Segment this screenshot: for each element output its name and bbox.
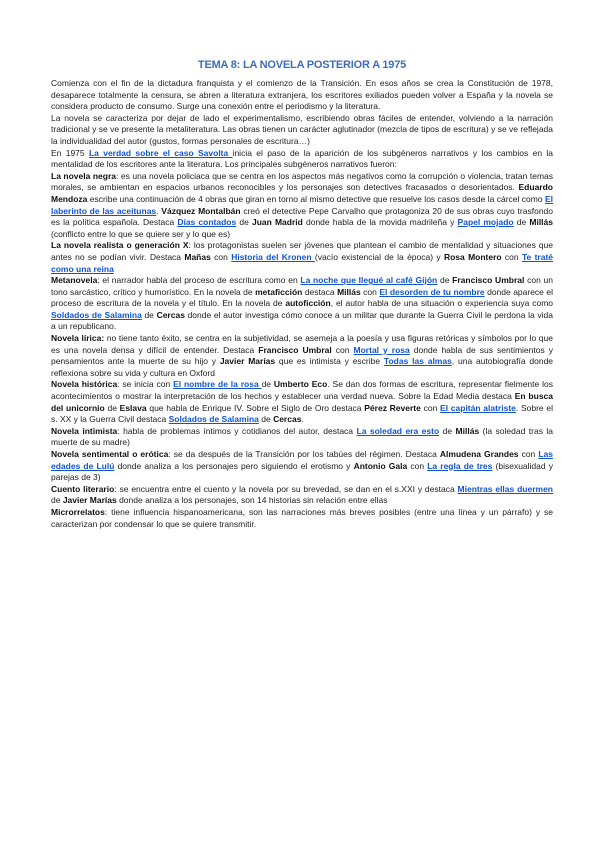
microrrelatos-paragraph: Microrrelatos: tiene influencia hispanoamericana, son las narraciones más breves posibles (entre una línea y un párrafo) y se caracterizan por condensar lo que se quiere transmitir. [51, 506, 553, 529]
link-soldados-de-salamina[interactable]: Soldados de Salamina [51, 309, 142, 320]
novela-lirica-paragraph: Novela lírica: no tiene tanto éxito, se centra en la subjetividad, se asemeja a la poesía y usa figuras retóricas y símbolos por lo que es una novela densa y difícil de entender. Destaca Francisco Umbral con Mortal y rosa donde habla de sus sentimientos y pensamientos ante la muerte de su hijo y Javier Marías que es intimista y escribe Todas las almas, una autobiografía donde reflexiona sobre su vida y cultura en Oxford [51, 333, 554, 378]
link-las-edades-de-lulu[interactable]: Las edades de Lulú [51, 449, 553, 471]
novela-realista-paragraph: La novela realista o generación X: los protagonistas suelen ser jóvenes que plantean el cambio de mentalidad y situaciones que antes no se podían vivir. Destaca Mañas con Historia del Kronen (vacío existencial de la época) y Rosa Montero con Te traté como una reina [51, 240, 554, 274]
metanovela-paragraph: Metanovela: el narrador habla del proceso de escritura como en La noche que llegué al café Gijón de Francisco Umbral con un tono sarcástico, crítico y humorístico. En la novela de metaficción destaca Millás con El desorden de tu nombre donde aparece el proceso de escritura de la novela y el título. En la novela de autoficción, el autor habla de una situación o experiencia suya como Soldados de Salamina de Cercas donde el autor investiga cómo conoce a un militar que durante la Guerra Civil le perdona la vida a un republicano. [51, 275, 554, 332]
savolta-paragraph: En 1975 La verdad sobre el caso Savolta inicia el paso de la aparición de los subgéneros narrativos y los cambios en la mentalidad de los escritores ante la literatura. Los principales subgéneros narrativos fueron: [51, 147, 553, 170]
link-la-verdad-sobre-el-caso-savolta[interactable]: La verdad sobre el caso Savolta [88, 147, 233, 158]
link-todas-las-almas[interactable]: Todas las almas [383, 356, 452, 367]
document-content [51, 58, 553, 530]
intro-paragraph: Comienza con el fin de la dictadura franquista y el comienzo de la Transición. En esos años se crea la Constitución de 1978, desaparece totalmente la censura, se abren a literatura extranjera, los escritores exiliados pueden volver a España y la novela se considera producto de consumo. Surge una conexión entre el periodismo y la literatura. [51, 78, 553, 112]
link-historia-del-kronen[interactable]: Historia del Kronen [231, 251, 315, 262]
novela-intimista-paragraph: Novela intimista: habla de problemas íntimos y cotidianos del autor, destaca La soledad era esto de Millás (la soledad tras la muerte de su madre) [51, 425, 554, 448]
link-la-regla-de-tres[interactable]: La regla de tres [427, 460, 493, 471]
characteristics-paragraph: La novela se caracteriza por dejar de lado el experimentalismo, escribiendo obras fáciles de entender, volviendo a la narración tradicional y se ve presente la metaliteratura. Las obras tienen un carácter aglutinador (mezcla de tipos de escritura) y se ve reflejada la individualidad del autor (gustos, formas personales de escritura…) [51, 112, 553, 146]
link-dias-contados[interactable]: Días contados [177, 217, 237, 228]
link-el-desorden-de-tu-nombre[interactable]: El desorden de tu nombre [379, 286, 485, 297]
novela-historica-paragraph: Novela histórica: se inicia con El nombre de la rosa de Umberto Eco. Se dan dos formas de escritura, representar fielmente los acontecimientos o mostrar la interpretación de los hechos y establecer una verdad nueva. Sobre la Edad Media destaca En busca del unicornio de Eslava que habla de Enrique IV. Sobre el Siglo de Oro destaca Pérez Reverte con El capitán alatriste. Sobre el s. XX y la Guerra Civil destaca Soldados de Salamina de Cercas. [51, 379, 554, 425]
novela-negra-paragraph: La novela negra: es una novela policiaca que se centra en los aspectos más negativos como la corrupción o violencia, tratan temas morales, se ambientan en espacios urbanos reconocibles y los personajes son detectives fracasados o desorientados. Eduardo Mendoza escribe una continuación de 4 obras que giran en torno al mismo detective que resuelve los casos desde la cárcel como El laberinto de las aceitunas. Vázquez Montalbán creó el detective Pepe Carvalho que protagoniza 20 de sus obras cuyo trasfondo es la política española. Destaca Días contados de Juan Madrid donde habla de la movida madrileña y Papel mojado de Millás (conflicto entre lo que se quiere ser y lo que es) [51, 170, 554, 239]
link-papel-mojado[interactable]: Papel mojado [457, 217, 514, 228]
novela-sentimental-paragraph: Novela sentimental o erótica: se da después de la Transición por los tabúes del régimen. Destaca Almudena Grandes con Las edades de Lulú donde analiza a los personajes pero siguiendo el erotismo y Antonio Gala con La regla de tres (bisexualidad y parejas de 3) [51, 449, 554, 483]
link-soldados-de-salamina-2[interactable]: Soldados de Salamina [168, 414, 259, 425]
link-la-noche-que-llegue-al-cafe-gijon[interactable]: La noche que llegué al café Gijón [300, 275, 438, 286]
cuento-literario-paragraph: Cuento literario: se encuentra entre el cuento y la novela por su brevedad, se dan en el s.XXI y destaca Mientras ellas duermen de Javier Marías donde analiza a los personajes, son 14 historias sin relación entre ellas [51, 483, 553, 506]
link-mientras-ellas-duermen[interactable]: Mientras ellas duermen [457, 483, 553, 494]
link-la-soledad-era-esto[interactable]: La soledad era esto [356, 425, 440, 436]
link-el-capitan-alatriste[interactable]: El capitán alatriste [440, 402, 516, 413]
link-mortal-y-rosa[interactable]: Mortal y rosa [353, 344, 410, 355]
page-title: TEMA 8: LA NOVELA POSTERIOR A 1975 [197, 59, 407, 71]
link-el-laberinto-de-las-aceitunas[interactable]: El laberinto de las aceitunas [51, 193, 553, 216]
link-el-nombre-de-la-rosa[interactable]: El nombre de la rosa [173, 379, 262, 390]
link-te-trate-como-una-reina[interactable]: Te traté como una reina [51, 251, 554, 274]
